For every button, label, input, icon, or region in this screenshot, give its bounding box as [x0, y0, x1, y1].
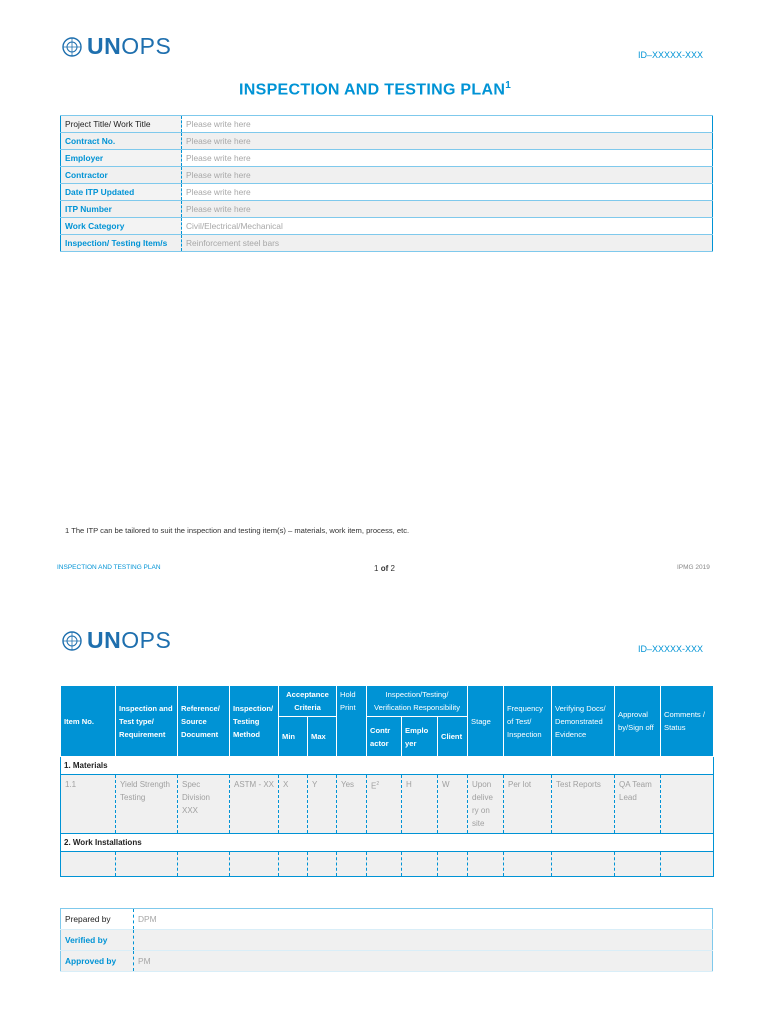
page-total: 2	[390, 564, 395, 573]
page-title	[239, 80, 511, 99]
cell-empty[interactable]	[178, 852, 230, 877]
info-value[interactable]: Please write here	[182, 133, 713, 150]
cell-method[interactable]: ASTM - XX	[230, 775, 279, 834]
cell-contractor-text: E	[371, 781, 377, 791]
col-header-approval: Approval by/Sign off	[615, 686, 661, 757]
logo-un-text: UN	[87, 33, 122, 59]
logo-ops-text: OPS	[121, 627, 172, 653]
info-label: Contract No.	[61, 133, 182, 150]
cell-empty[interactable]	[367, 852, 402, 877]
cell-empty[interactable]	[61, 852, 116, 877]
cell-empty[interactable]	[661, 852, 714, 877]
logo-ops-text: OPS	[121, 33, 172, 59]
itp-table	[60, 685, 714, 877]
title-footnote-ref: 1	[505, 80, 512, 91]
cell-verifying-docs[interactable]: Test Reports	[552, 775, 615, 834]
col-header-contractor: Contr actor	[367, 717, 402, 757]
info-label: Project Title/ Work Title	[61, 116, 182, 133]
signoff-label: Verified by	[61, 930, 134, 951]
section-materials: 1. Materials	[61, 757, 714, 775]
unops-logo	[61, 33, 171, 60]
cell-empty[interactable]	[615, 852, 661, 877]
signoff-table	[60, 908, 713, 972]
logo-un-text: UN	[87, 627, 122, 653]
col-header-item-no: Item No.	[61, 686, 116, 757]
col-header-stage: Stage	[468, 686, 504, 757]
cell-empty[interactable]	[402, 852, 438, 877]
col-header-max: Max	[308, 717, 337, 757]
section-work-installations: 2. Work Installations	[61, 834, 714, 852]
col-header-min: Min	[279, 717, 308, 757]
un-emblem-icon	[61, 36, 83, 58]
col-header-reference: Reference/ Source Document	[178, 686, 230, 757]
cell-empty[interactable]	[552, 852, 615, 877]
cell-min[interactable]: X	[279, 775, 308, 834]
signoff-label: Approved by	[61, 951, 134, 972]
signoff-label: Prepared by	[61, 909, 134, 930]
page-title-text: INSPECTION AND TESTING PLAN	[239, 81, 506, 99]
info-label: Work Category	[61, 218, 182, 235]
info-value[interactable]: Please write here	[182, 184, 713, 201]
signoff-value[interactable]: DPM	[134, 909, 713, 930]
cell-client[interactable]: W	[438, 775, 468, 834]
info-value[interactable]: Please write here	[182, 201, 713, 218]
cell-frequency[interactable]: Per lot	[504, 775, 552, 834]
footnote: 1 The ITP can be tailored to suit the inspection and testing item(s) – materials, work item, process, etc.	[65, 526, 410, 535]
project-info-table	[60, 115, 713, 252]
col-header-employer: Emplo yer	[402, 717, 438, 757]
cell-empty[interactable]	[230, 852, 279, 877]
cell-empty[interactable]	[116, 852, 178, 877]
info-value[interactable]: Please write here	[182, 167, 713, 184]
col-header-client: Client	[438, 717, 468, 757]
cell-empty[interactable]	[337, 852, 367, 877]
info-value[interactable]: Please write here	[182, 150, 713, 167]
info-label: Contractor	[61, 167, 182, 184]
col-header-verifying-docs: Verifying Docs/ Demonstrated Evidence	[552, 686, 615, 757]
col-header-frequency: Frequency of Test/ Inspection	[504, 686, 552, 757]
document-id: ID–XXXXX-XXX	[638, 644, 704, 654]
col-header-method: Inspection/ Testing Method	[230, 686, 279, 757]
page-current: 1	[374, 564, 379, 573]
col-header-verification: Inspection/Testing/ Verification Responsibility	[367, 686, 468, 717]
cell-stage[interactable]: Upon delive ry on site	[468, 775, 504, 834]
cell-comments[interactable]	[661, 775, 714, 834]
info-value[interactable]: Civil/Electrical/Mechanical	[182, 218, 713, 235]
signoff-value[interactable]: PM	[134, 951, 713, 972]
col-header-test-type: Inspection and Test type/ Requirement	[116, 686, 178, 757]
signoff-value[interactable]	[134, 930, 713, 951]
cell-empty[interactable]	[279, 852, 308, 877]
document-id: ID–XXXXX-XXX	[638, 50, 704, 60]
cell-test-type[interactable]: Yield Strength Testing	[116, 775, 178, 834]
col-header-acceptance: Acceptance Criteria	[279, 686, 337, 717]
page-of: of	[380, 564, 389, 573]
cell-reference[interactable]: Spec Division XXX	[178, 775, 230, 834]
cell-max[interactable]: Y	[308, 775, 337, 834]
cell-empty[interactable]	[468, 852, 504, 877]
cell-item-no[interactable]: 1.1	[61, 775, 116, 834]
cell-hold[interactable]: Yes	[337, 775, 367, 834]
page-number	[374, 564, 395, 573]
footer-title: INSPECTION AND TESTING PLAN	[57, 564, 161, 571]
cell-empty[interactable]	[438, 852, 468, 877]
unops-logo	[61, 627, 171, 654]
col-header-hold: Hold Print	[337, 686, 367, 757]
info-value[interactable]: Reinforcement steel bars	[182, 235, 713, 252]
info-label: Employer	[61, 150, 182, 167]
un-emblem-icon	[61, 630, 83, 652]
cell-empty[interactable]	[504, 852, 552, 877]
footer-ipmg: IPMG 2019	[677, 564, 710, 571]
cell-empty[interactable]	[308, 852, 337, 877]
info-label: Inspection/ Testing Item/s	[61, 235, 182, 252]
cell-approval[interactable]: QA Team Lead	[615, 775, 661, 834]
info-value[interactable]: Please write here	[182, 116, 713, 133]
info-label: ITP Number	[61, 201, 182, 218]
cell-contractor[interactable]	[367, 775, 402, 834]
cell-employer[interactable]: H	[402, 775, 438, 834]
cell-contractor-footnote: 2	[376, 781, 380, 787]
info-label: Date ITP Updated	[61, 184, 182, 201]
col-header-comments: Comments / Status	[661, 686, 714, 757]
